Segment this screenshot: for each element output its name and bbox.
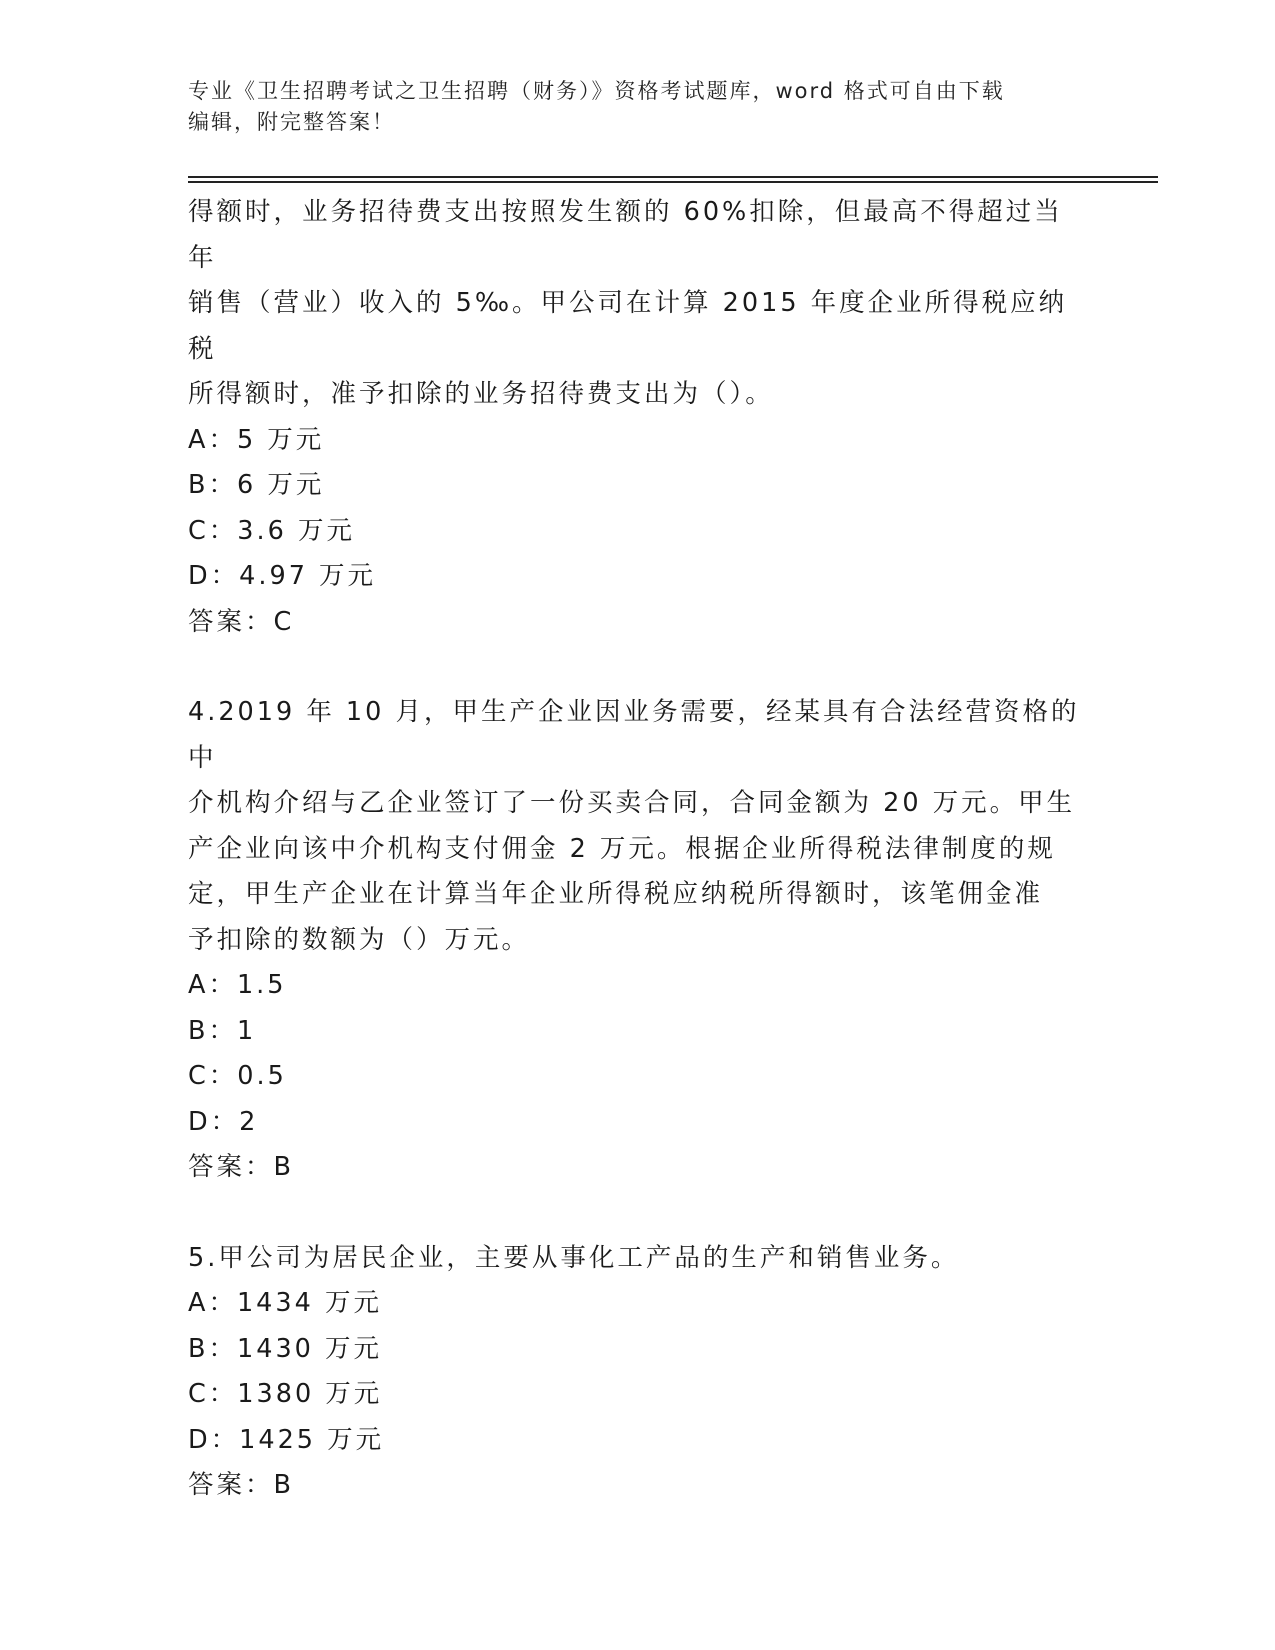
question-line: 所得额时，准予扣除的业务招待费支出为（）。 [188,379,774,409]
document-header [188,76,1088,138]
option-a: A：1.5 [188,970,287,1000]
option-d: D：4.97 万元 [188,561,377,591]
question-5 [188,1236,1088,1509]
question-3 [188,190,1088,645]
question-line: 销售（营业）收入的 5‰。甲公司在计算 2015 年度企业所得税应纳税 [188,288,1068,364]
spacer [188,645,1088,690]
header-line-2: 编辑，附完整答案！ [188,110,395,134]
question-line: 4.2019 年 10 月，甲生产企业因业务需要，经某具有合法经营资格的中 [188,697,1080,773]
header-divider-bottom [188,181,1158,183]
question-line: 5.甲公司为居民企业，主要从事化工产品的生产和销售业务。 [188,1242,960,1273]
option-c: C：1380 万元 [188,1379,383,1409]
question-line: 得额时，业务招待费支出按照发生额的 60%扣除，但最高不得超过当年 [188,197,1063,273]
option-d: D：1425 万元 [188,1424,385,1455]
spacer [188,1191,1088,1236]
document-body [188,190,1088,1509]
option-b: B：6 万元 [188,470,325,500]
question-4 [188,690,1088,1191]
header-line-1: 专业《卫生招聘考试之卫生招聘（财务）》资格考试题库，word 格式可自由下载 [188,79,1005,103]
answer-line: 答案：C [188,606,295,637]
option-d: D：2 [188,1106,259,1137]
option-a: A：5 万元 [188,424,325,455]
question-line: 产企业向该中介机构支付佣金 2 万元。根据企业所得税法律制度的规 [188,833,1056,864]
question-line: 予扣除的数额为（）万元。 [188,924,531,955]
question-text [188,690,1088,963]
question-text [188,1236,1088,1282]
answer-line: 答案：B [188,1152,294,1182]
option-c: C：3.6 万元 [188,515,355,546]
option-b: B：1430 万元 [188,1333,382,1364]
option-c: C：0.5 [188,1061,287,1091]
option-b: B：1 [188,1015,257,1046]
answer-line: 答案：B [188,1470,294,1500]
header-divider-top [188,176,1158,178]
question-line: 定，甲生产企业在计算当年企业所得税应纳税所得额时，该笔佣金准 [188,879,1044,909]
option-a: A：1434 万元 [188,1288,382,1318]
question-line: 介机构介绍与乙企业签订了一份买卖合同，合同金额为 20 万元。甲生 [188,788,1076,818]
question-text [188,190,1088,418]
